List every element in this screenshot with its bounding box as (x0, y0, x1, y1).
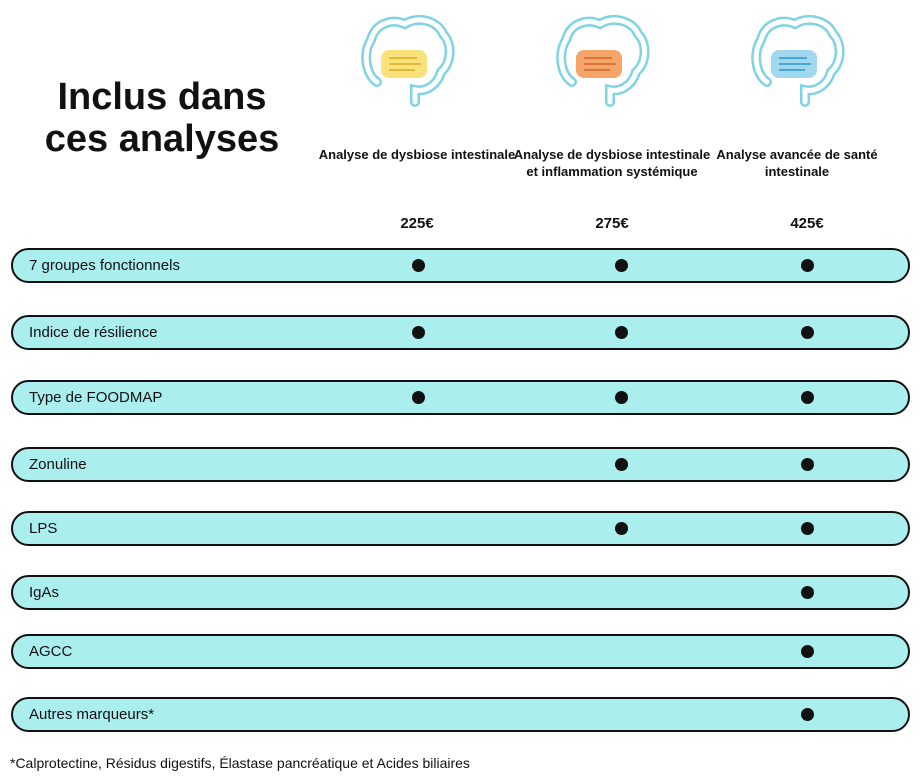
row-label: Zonuline (29, 456, 87, 473)
check-dot (412, 391, 425, 404)
feature-row (11, 697, 910, 732)
row-label: AGCC (29, 643, 73, 660)
feature-row (11, 380, 910, 415)
column-price-3: 425€ (790, 215, 824, 232)
column-price-2: 275€ (595, 215, 629, 232)
row-label: IgAs (29, 584, 60, 601)
check-dot (615, 259, 628, 272)
check-dot (801, 522, 814, 535)
footnote: *Calprotectine, Résidus digestifs, Élastase pancréatique et Acides biliaires (10, 755, 470, 771)
column-name-2: Analyse de dysbiose intestinale et inflammation systémique (513, 147, 711, 179)
check-dot (412, 259, 425, 272)
column-name-3: Analyse avancée de santé intestinale (716, 147, 878, 179)
check-dot (615, 522, 628, 535)
feature-row (11, 575, 910, 610)
check-dot (801, 458, 814, 471)
intestine-icon (552, 12, 652, 112)
row-label: Indice de résilience (29, 324, 158, 341)
check-dot (801, 259, 814, 272)
feature-row (11, 447, 910, 482)
check-dot (801, 391, 814, 404)
intestine-icon (357, 12, 457, 112)
row-label: Autres marqueurs* (29, 706, 155, 723)
row-label: LPS (29, 520, 58, 537)
row-label: Type de FOODMAP (29, 389, 163, 406)
row-label: 7 groupes fonctionnels (29, 257, 180, 274)
check-dot (801, 586, 814, 599)
feature-row (11, 511, 910, 546)
feature-row (11, 248, 910, 283)
feature-row (11, 315, 910, 350)
check-dot (615, 326, 628, 339)
check-dot (801, 708, 814, 721)
feature-row (11, 634, 910, 669)
column-name-1: Analyse de dysbiose intestinale (318, 147, 516, 162)
page-title: Inclus dans ces analyses (44, 76, 280, 160)
intestine-icon (747, 12, 847, 112)
check-dot (801, 326, 814, 339)
check-dot (412, 326, 425, 339)
column-price-1: 225€ (400, 215, 434, 232)
check-dot (615, 391, 628, 404)
check-dot (801, 645, 814, 658)
check-dot (615, 458, 628, 471)
